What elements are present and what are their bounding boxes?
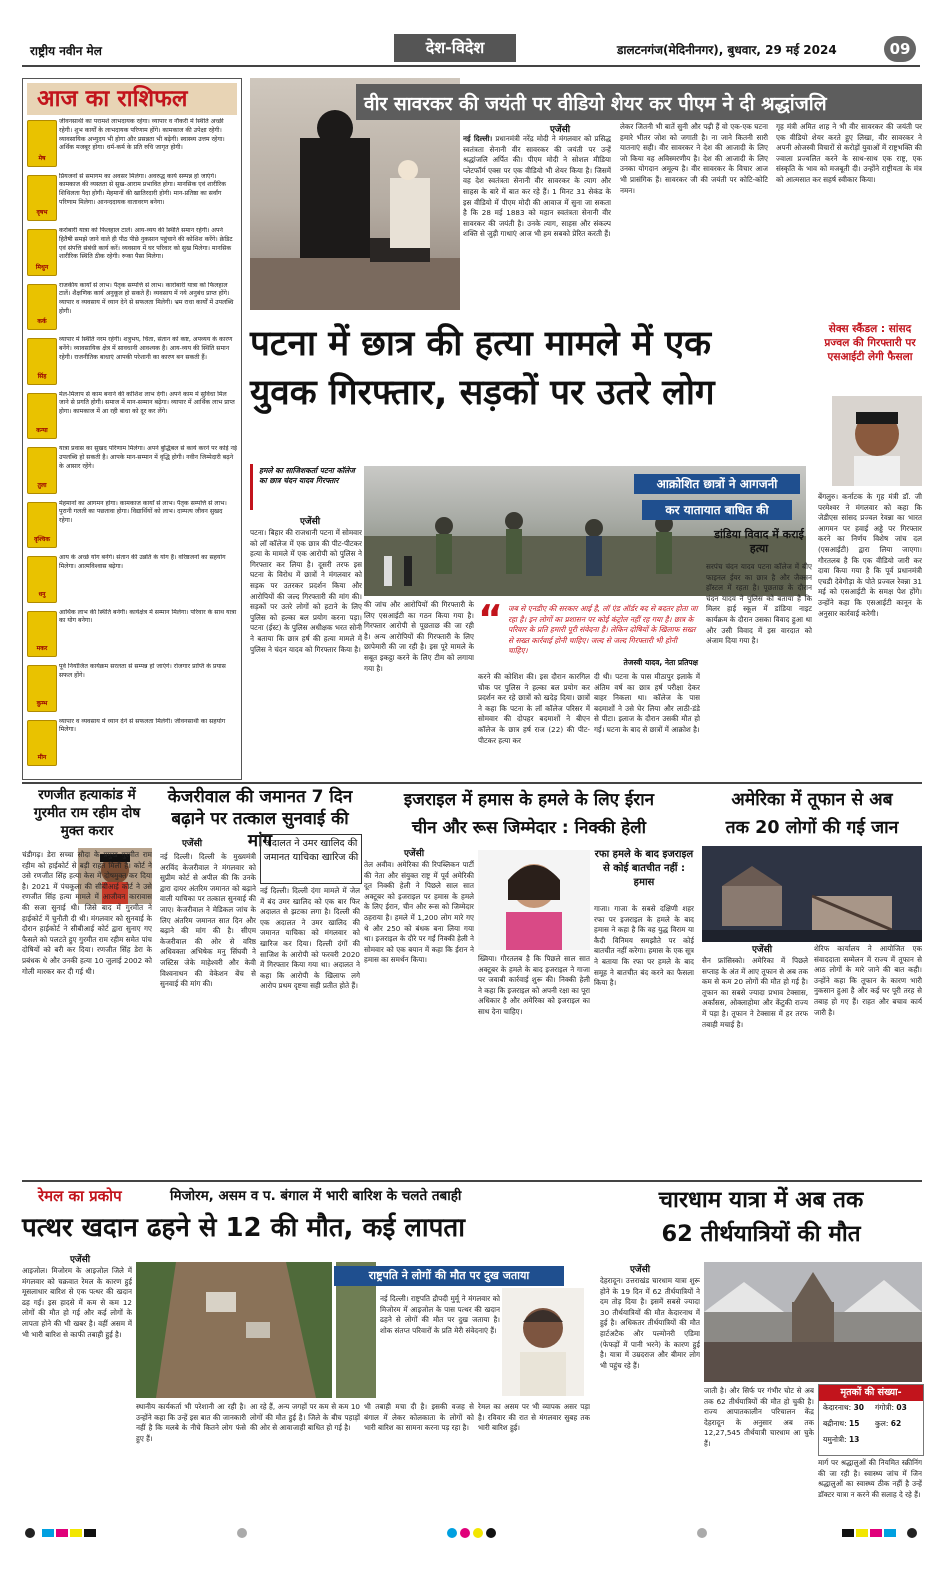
mizoram-col2: स्थानीय कार्यकर्ता भी परेशानी आ रही है। उन्होंने कहा कि उन्हें इस बात की जानकारी नहीं है कि मलबे के नीचे कितने लोग फंसे हुए हैं। — [136, 1402, 246, 1443]
zodiac-name: कन्या — [36, 427, 48, 434]
zodiac-name: वृश्चिक — [34, 536, 50, 543]
zodiac-name: धनु — [38, 590, 46, 598]
america-byline: एजेंसी — [751, 945, 773, 955]
stats-title: मृतकों की संख्या- — [819, 1385, 923, 1401]
stats-box — [818, 1384, 924, 1456]
america-headline-line2: तक 20 लोगों की गई जान — [725, 818, 899, 838]
zodiac-row — [27, 663, 237, 714]
zodiac-row — [27, 500, 237, 551]
temple-scene — [704, 1262, 922, 1382]
stats-value: 13 — [848, 1435, 860, 1444]
patna-quote: जब से एनडीए की सरकार आई है, लॉ एंड ऑर्डर बद से बदतर होता जा रहा है। इन लोगों का प्रशासन पर कोई कंट्रोल नहीं रह गया है। छात्र के परिवार के प्रति हमारी पूरी संवेदना है। लेकिन दोषियों के खिलाफ सख्त से सख्त कार्रवाई होनी चाहिए। जल्द से जल्द गिरफ्तारी भी होनी चाहिए। — [508, 604, 698, 655]
zodiac-row — [27, 336, 237, 387]
mizoram-kicker: मिजोरम, असम व प. बंगाल में भारी बारिश के चलते तबाही — [170, 1188, 462, 1204]
patna-col2: की जांच और आरोपियों की गिरफ्तारी के लिए एसआईटी का गठन किया गया है। गिरफ्तार आरोपी से पूछताछ की जा रही है। अन्य आरोपियों की गिरफ्तारी के लिए छापेमारी की जा रही है। इस पूरे मामले के सबूत इकट्ठा करने के लिए टीम को लगाया गया है। — [364, 600, 474, 673]
stats-separator: : — [891, 1403, 897, 1412]
stats-label: कुल — [875, 1419, 886, 1428]
zodiac-name: मिथुन — [35, 263, 49, 271]
zodiac-name: कुम्भ — [36, 699, 48, 707]
stats-note: मार्ग पर श्रद्धालुओं की नियमित स्क्रीनिंग की जा रही है। स्वास्थ्य जांच में जिन श्रद्धालुओं का स्वास्थ्य ठीक नहीं है उन्हें डॉक्टर यात्रा न करने की सलाह दे रहे हैं। — [818, 1458, 922, 1499]
page-number: 09 — [884, 36, 916, 62]
zodiac-icon — [27, 502, 57, 549]
zodiac-text: करोबारी यात्रा को फिलहाल टालें। आय-व्यय की स्थिति समान रहेगी। अपने हितैषी समझे जाने वाले ही पीठ पीछे नुकसान पहुंचाने की कोशिश करेंगे। क्रेडिट एवं संपत्ति संबंधी कार्य करें। व्यवसाय में घर परिवार को सुख मिलेगा। मानसिक शारीरिक स्थिति ठीक रहेगी। रूका पैसा मिलेगा। — [59, 227, 233, 261]
zodiac-icon — [27, 229, 57, 276]
storm-scene — [702, 846, 922, 942]
stats-separator: : — [885, 1419, 891, 1428]
zodiac-name: मकर — [36, 645, 48, 652]
zodiac-text: व्यापार में स्थिति नरम रहेगी। शत्रुभय, चिंता, संतान को कष्ट, अपव्यय के कारण बनेंगे। व्यावसायिक क्षेत्र में सावधानी आवश्यक है। आय-व्यय की स्थिति समान रहेगी। राजनीतिक बाधाएं आपकी परेशानी का कारण बन सकती हैं। — [59, 336, 233, 361]
portrait-figure — [478, 850, 590, 950]
kejriwal-col1: नई दिल्ली। दिल्ली के मुख्यमंत्री अरविंद केजरीवाल ने मंगलवार को सुप्रीम कोर्ट से अपील की कि उनके द्वारा दायर अंतरिम जमानत को बढ़ाने वाली याचिका पर तत्काल सुनवाई की जाए। केजरीवाल ने मेडिकल जांच के लिए अंतरिम जमानत सात दिन और बढ़ाने की मांग की है। सीएम केजरीवाल की ओर से वरिष्ठ अधिवक्ता अभिषेक मनु सिंघवी ने जस्टिस जेके माहेश्वरी और केवी विश्वनाथन की वेकेशन बेंच से सुनवाई की मांग की। — [160, 852, 256, 989]
storm-damage-photo — [702, 846, 922, 942]
zodiac-text: व्यापार व व्यवसाय में ध्यान देने से सफलता मिलेगी। जीवनसाथी का सहयोग मिलेगा। — [59, 717, 226, 734]
zodiac-row — [27, 554, 237, 605]
zodiac-text: आर्थिक लाभ की स्थिति बनेगी। कार्यक्षेत्र में सम्मान मिलेगा। परिवार के साथ यात्रा का योग बनेगा। — [59, 608, 237, 625]
chardham-byline: एजेंसी — [629, 1265, 651, 1275]
color-bar — [22, 1524, 922, 1536]
prajwal-photo — [832, 396, 922, 486]
umar-headline: अदालत ने उमर खालिद की जमानत याचिका खारिज की — [263, 838, 359, 863]
mizoram-tag: रेमल का प्रकोप — [38, 1184, 156, 1208]
patna-headline-line2: युवक गिरफ्तार, सड़कों पर उतरे लोग — [250, 373, 715, 413]
israel-headline-line2: चीन और रूस जिम्मेदार : निक्की हेली — [411, 818, 647, 838]
paper-name: राष्ट्रीय नवीन मेल — [30, 44, 102, 58]
chardham-headline-line1: चारधाम यात्रा में अब तक — [658, 1187, 864, 1213]
zodiac-text: मेहमानों का आगमन होगा। कामकाज कार्यों से लाभ। पैतृक सम्पत्ति से लाभ। पुरानी गलती का पछतावा होगा। विद्यार्थियों को लाभ। दाम्पत्य जीवन सुखद रहेगा। — [59, 499, 227, 525]
zodiac-icon — [27, 556, 57, 603]
chardham-headline-line2: 62 तीर्थयात्रियों की मौत — [661, 1221, 861, 1247]
savarkar-col3: गृह मंत्री अमित शाह ने भी वीर सावरकर की जयंती पर एक वीडियो शेयर करते हुए लिखा, वीर सावरकर ने अपनी ओजस्वी विचारों से करोड़ों युवाओं में राष्ट्रभक्ति की ज्वाला प्रज्वलित करने के साथ-साथ एक राष्ट्र, एक संस्कृति के भाव को मजबूती दी। उन्होंने राष्ट्रीयता के मंत्र को आत्मसात कर सहर्ष स्वीकार किया। — [776, 122, 922, 184]
zodiac-name: कर्क — [37, 318, 47, 325]
quote-mark-icon: “ — [478, 597, 503, 641]
america-col1: सैन फ्रांसिस्को। अमेरिका में पिछले सप्ताह के अंत में आए तूफान से अब तक कम से कम 20 लोगों की मौत हो गई है। तूफान का सबसे ज्यादा प्रभाव टेक्सास, अर्कांसस, ओक्लाहोमा और केंटुकी राज्य में पड़ा है। तूफान ने टेक्सास में हर तरफ तबाही मचाई है। — [702, 956, 808, 1029]
mizoram-col3: आ रहे हैं, अन्य जगहों पर कम से कम 10 लोगों की मौत हुई है। जिले के बीच पहाड़ों की ओर से आवाजाही बाधित हो गई है। — [250, 1402, 360, 1433]
kedarnath-photo — [704, 1262, 922, 1382]
zodiac-row — [27, 718, 237, 769]
savarkar-dateline: नई दिल्ली। — [463, 134, 493, 143]
zodiac-name: मेष — [38, 154, 46, 162]
zodiac-name: तुला — [37, 481, 47, 489]
portrait-figure — [832, 396, 922, 486]
zodiac-text: जीवनसाथी का परामर्श लाभदायक रहेगा। व्यापार व नौकरी में स्थिति अच्छी रहेगी। शुभ कार्यों के लाभदायक परिणाम होंगे। कामकाज की उपेक्षा रहेगी। व्यावसायिक अभ्युदय भी होगा और प्रसन्नता भी बढ़ेगी। स्वास्थ्य उत्तम रहेगा। अर्थिक मजबूर होगा। धर्म-कर्म के प्रति रुचि जागृत होगी। — [59, 118, 225, 152]
mizoram-col1: आइजोल। मिजोरम के आइजोल जिले में मंगलवार को चक्रवात रेमल के कारण हुई मूसलाधार बारिश से एक पत्थर की खदान ढह गई। इस हादसे में कम से कम 12 लोगों की मौत हो गई और कई लोगों के लापता होने की भी खबर है। वहीं असम में भी भारी बारिश से काफी तबाही हुई है। — [22, 1266, 132, 1339]
landslide-scene — [136, 1262, 332, 1398]
masthead — [22, 32, 922, 66]
america-col2: शेरिफ कार्यालय ने आयोजित एक संवाददाता सम्मेलन में राज्य में तूफान से आठ लोगों के मारे जाने की बात कही। उन्होंने कहा कि तूफान के कारण भारी नुकसान हुआ है और कई घर पूरी तरह से तबाह हो गए हैं। राहत और बचाव कार्य जारी है। — [814, 944, 922, 1017]
zodiac-name: सिंह — [37, 372, 47, 380]
president-photo — [502, 1288, 584, 1396]
zodiac-icon — [27, 284, 57, 331]
zodiac-icon — [27, 447, 57, 494]
stats-value: 15 — [849, 1419, 860, 1428]
stats-item — [875, 1419, 925, 1429]
ranjeet-headline: रणजीत हत्याकांड में गुरमीत राम रहीम दोष मुक्त करार — [33, 787, 141, 839]
zodiac-text: पूर्व नियोजित कार्यक्रम सरलता से सम्पन्न हो जाएंगे। रोजगार प्राप्ति के प्रयास सफल होंगे। — [59, 663, 226, 679]
savarkar-col1-text: प्रधानमंत्री नरेंद्र मोदी ने मंगलवार को प्रसिद्ध स्वतंत्रता सेनानी वीर सावरकर की जयंती पर उन्हें श्रद्धांजलि अर्पित की। पीएम मोदी ने सोशल मीडिया प्लेटफॉर्म एक्स पर एक वीडियो भी शेयर किया है। जिसमें वह देश स्वतंत्रता सेनानी वीर सावरकर के त्याग और साहस के बारे में बात कर रहे हैं। 1 मिनट 31 सेकंड के इस वीडियो में पीएम मोदी की आवाज में सुना जा सकता है कि 28 मई 1883 को महान स्वतंत्रता सेनानी वीर सावरकर की जयंती है। उनके त्याग, साहस और संकल्प शक्ति से जुड़ी गाथाएं आज भी हम सबको प्रेरित करती हैं। — [463, 134, 611, 239]
zodiac-text: राजकीय कार्यों से लाभ। पैतृक सम्पत्ति से लाभ। कारोबारी यात्रा को फिलहाल टालें। शैक्षणिक कार्य अनुकूल हो सकते हैं। व्यवसाय में नये अनुबंध प्राप्त होंगे। व्यापार व व्यवसाय में ध्यान देने से सफलता मिलेगी। भ्रम राधा कार्यों में उपलब्धि होगी। — [59, 281, 234, 315]
stats-label: यमुनोत्री — [823, 1435, 845, 1444]
umar-box — [260, 834, 362, 884]
stats-separator: : — [844, 1419, 850, 1428]
stats-separator: : — [848, 1403, 854, 1412]
portrait-figure — [502, 1288, 584, 1396]
patna-caption-box — [250, 464, 365, 510]
zodiac-icon — [27, 175, 57, 222]
mizoram-col4: भी तबाही मचा दी है। इसकी वजह से बंगाल में लेकर कोलकाता के लोगों को भारी बारिश का सामना करना पड़ रहा है। — [364, 1402, 474, 1433]
zodiac-icon — [27, 338, 57, 385]
rafah-headline: रफा हमले के बाद इजराइल से कोई बातचीत नहीं : हमास — [594, 849, 694, 888]
patna-sub-text: सरपंच चंदन यादव पटना कॉलेज में बीए फाइनल ईयर का छात्र है और जैक्सन हॉस्टल में रहता है। पूछताछ के दौरान चंदन यादव ने पुलिस को बताया है कि मिलर हाई स्कूल में डांडिया नाइट कार्यक्रम के दौरान उसका विवाद हुआ था और उसी विवाद में इस वारदात को अंजाम दिया गया है। — [706, 562, 812, 646]
mizoram-col5: रेमल का असम पर भी व्यापक असर पड़ा है। रविवार की रात से मंगलवार सुबह तक भारी बारिश हुई। — [478, 1402, 590, 1433]
zodiac-icon — [27, 120, 57, 167]
israel-col3: गाजा। गाजा के सबसे दक्षिणी शहर रफा पर इजराइल के हमले के बाद हमास ने कहा है कि वह युद्ध विराम या कैदी विनिमय समझौते पर कोई बातचीत नहीं करेगा। हमास के एक सूत्र ने बताया कि रफा पर हमले के बाद समूह ने बातचीत बंद करने का फैसला किया है। — [594, 904, 694, 988]
patna-sub-headline: डांडिया विवाद में कराई हत्या — [714, 528, 804, 555]
mizoram-headline: पत्थर खदान ढहने से 12 की मौत, कई लापता — [22, 1213, 465, 1243]
stats-item — [823, 1435, 873, 1445]
zodiac-icon — [27, 393, 57, 440]
zodiac-text: आय के अच्छे योग बनेंगे। संतान की उन्नति के योग हैं। वरिष्ठजनों का सहयोग मिलेगा। आत्मविश्वास बढ़ेगा। — [59, 554, 226, 570]
mizoram-byline: एजेंसी — [69, 1255, 91, 1265]
nikki-haley-photo — [478, 850, 590, 950]
israel-col2: ख्विया। गौरतलब है कि पिछले साल सात अक्टूबर के हमले के बाद इजराइल ने गाजा पर जवाबी कार्रवाई शुरू की। निक्की हेली ने कहा कि इजराइल को अपनी रक्षा का पूरा अधिकार है और अमेरिका को इजराइल का साथ देना चाहिए। — [478, 954, 590, 1016]
zodiac-icon — [27, 611, 57, 658]
patna-photo-caption-1: आक्रोशित छात्रों ने आगजनी — [634, 474, 800, 494]
ranjeet-text: चंडीगढ़। डेरा सच्चा सौदा के प्रमुख गुरमीत राम रहीम को हाईकोर्ट से बड़ी राहत मिली है। कोर्ट ने उसे रणजीत सिंह हत्या केस में दोषमुक्त कर दिया है। 2021 में पंचकूला की सीबीआई कोर्ट ने उसे रणजीत सिंह हत्या मामले में आजीवन कारावास की सजा सुनाई थी। जिसे बाद में गुरमीत ने हाईकोर्ट में चुनौती दी थी। मंगलवार को सुनवाई के दौरान हाईकोर्ट ने सीबीआई कोर्ट द्वारा सुनाए गए फैसले को पलटते हुए गुरमीत राम रहीम समेत पांच दोषियों को बरी कर दिया। रणजीत सिंह डेरा के प्रबंधक थे और उनकी हत्या 10 जुलाई 2002 को गोली मारकर कर दी गई थी। — [22, 850, 152, 976]
savarkar-col1 — [463, 134, 611, 314]
stats-item — [875, 1403, 925, 1413]
stats-label: गंगोत्री — [875, 1403, 892, 1412]
zodiac-row — [27, 282, 237, 333]
stats-label: बद्रीनाथ — [823, 1419, 845, 1428]
president-kicker: राष्ट्रपति ने लोगों की मौत पर दुख जताया — [334, 1266, 564, 1286]
dateline: डालटनगंज(मेदिनीनगर), बुधवार, 29 मई 2024 — [617, 43, 837, 57]
patna-col4: दी थी। पटना के पास मीठापुर इलाके में अंतिम वर्ष का छात्र हर्ष परीक्षा देकर बाहर निकला था। कॉलेज के पास बदमाशों ने उसे घेर लिया और लाठी-डंडे से पीटा। इलाज के दौरान उसकी मौत हो गई। घटना के बाद से छात्रों में आक्रोश है। — [594, 672, 700, 734]
stats-item — [823, 1419, 873, 1429]
kejriwal-byline: एजेंसी — [181, 839, 203, 849]
registration-marks — [22, 1527, 922, 1539]
zodiac-row — [27, 227, 237, 278]
zodiac-row — [27, 118, 237, 169]
israel-byline: एजेंसी — [403, 849, 425, 859]
patna-col1: पटना। बिहार की राजधानी पटना में सोमवार को लॉ कॉलेज में एक छात्र की पीट-पीटकर हत्या के मामले में एक आरोपी को पुलिस ने गिरफ्तार कर लिया है। दूसरी तरफ इस घटना के विरोध में छात्रों ने मंगलवार को सड़क पर उतरकर प्रदर्शन किया और आरोपियों की जल्द गिरफ्तारी की मांग की। सड़कों पर उतरे लोगों को हटाने के लिए पुलिस को हल्का बल प्रयोग करना पड़ा। पटना (ईस्ट) के पुलिस अधीक्षक भरत सोनी ने बताया कि छात्र हर्ष की हत्या मामले में पुलिस ने चंदन यादव को गिरफ्तार किया है। — [250, 528, 362, 654]
zodiac-row — [27, 609, 237, 660]
stats-value: 62 — [890, 1419, 902, 1428]
america-headline-line1: अमेरिका में तूफान से अब — [731, 790, 893, 810]
zodiac-text: प्रियजनों से समागम का अवसर मिलेगा। अवरुद्ध कार्य सम्पन्न हो जाएंगे। कामकाज की व्यस्तता से सुख-आराम प्रभावित होगा। मानसिक एवं शारीरिक शिथिलता पैदा होगी। मेहमानों की खातिरदारी होगी। मान-प्रतिष्ठा का सर्वांग परिणाम मिलेगा। आनन्ददायक वातावरण बनेगा। — [59, 172, 226, 206]
rashifal-title: आज का राशिफल — [27, 83, 237, 115]
patna-caption: हमले का साजिशकर्ता पटना कॉलेज का छात्र चंदन यादव गिरफ्तार — [259, 466, 355, 485]
savarkar-headline: वीर सावरकर की जयंती पर वीडियो शेयर कर पीएम ने दी श्रद्धांजलि — [364, 93, 827, 115]
prajwal-headline: सेक्स स्कैंडल : सांसद प्रज्वल की गिरफ्तारी पर एसआईटी लेगी फैसला — [824, 323, 916, 363]
chardham-col1: देहरादून। उत्तराखंड चारधाम यात्रा शुरू होने के 19 दिन में 62 तीर्थयात्रियों ने दम तोड़ दिया है। इसमें सबसे ज्यादा 30 तीर्थयात्रियों की मौत केदारनाथ में हुई है। अधिकतर तीर्थयात्रियों की मौत हार्टअटैक और पल्मोनरी एडिमा (फेफड़ों में पानी भरने) के कारण हुई है। यात्रा में उम्रदराज और बीमार लोग भी पहुंच रहे हैं। — [600, 1276, 700, 1370]
zodiac-name: वृषभ — [36, 209, 48, 216]
stats-item — [823, 1403, 873, 1413]
landslide-photo — [136, 1262, 332, 1398]
zodiac-row — [27, 173, 237, 224]
israel-col1: तेल अवीव। अमेरिका की रिपब्लिकन पार्टी की नेता और संयुक्त राष्ट्र में पूर्व अमेरिकी दूत निक्की हेली ने पिछले साल सात अक्टूबर को इजराइल पर हमास के हमले के लिए ईरान, चीन और रूस को जिम्मेदार ठहराया है। हमले में 1,200 लोग मारे गए थे और 250 को बंधक बना लिया गया था। इजराइल के दौरे पर गईं निक्की हेली ने सोमवार को एक बयान में कहा कि ईरान ने हमास का समर्थन किया। — [364, 860, 474, 965]
section-label: देश-विदेश — [394, 34, 516, 62]
patna-photo-caption-2: कर यातायात बाधित की — [642, 500, 792, 520]
president-text: नई दिल्ली। राष्ट्रपति द्रौपदी मुर्मू ने मंगलवार को मिजोरम में आइजोल के पास पत्थर की खदान ढहने से लोगों की मौत पर दुख जताया है। शोक संतप्त परिवारों के प्रति मेरी संवेदनाएं हैं। — [380, 1294, 500, 1335]
israel-headline-line1: इजराइल में हमास के हमले के लिए ईरान — [403, 790, 655, 810]
chardham-col2: जाती है। और सिर्फ पर गंभीर चोट से अब तक 62 तीर्थयात्रियों की मौत हो चुकी है। राज्य आपातकालीन परिचालन केंद्र देहरादून के अनुसार अब तक 12,27,545 तीर्थयात्री चारधाम आ चुके हैं। — [704, 1386, 814, 1448]
stats-separator: : — [844, 1435, 849, 1444]
zodiac-row — [27, 445, 237, 496]
kejriwal-col2: नई दिल्ली। दिल्ली दंगा मामले में जेल में बंद उमर खालिद को एक बार फिर अदालत से झटका लगा है। दिल्ली की एक अदालत ने उमर खालिद की जमानत याचिका को मंगलवार को खारिज कर दिया। दिल्ली दंगों की साजिश के आरोपी को फरवरी 2020 में गिरफ्तार किया गया था। अदालत ने कहा कि आरोपी के खिलाफ लगे आरोप प्रथम दृष्टया सही प्रतीत होते हैं। — [260, 886, 360, 991]
patna-headline-line1: पटना में छात्र की हत्या मामले में एक — [250, 324, 712, 364]
zodiac-text: यात्रा प्रवास का सुखद परिणाम मिलेगा। अपने बुद्धिबल से कार्य करने पर कोई नई उपलब्धि हो सकती है। आपके मान-सम्मान में वृद्धि होगी। नवीन जिम्मेदारी बढ़ने के आसार रहेंगे। — [59, 445, 237, 470]
zodiac-icon — [27, 665, 57, 712]
patna-col3: करने की कोशिश की। इस दौरान कारगिल चौक पर पुलिस ने हल्का बल प्रयोग कर प्रदर्शन कर रहे छात्रों को खदेड़ दिया। छात्रों ने कहा कि पटना के लॉ कॉलेज परिसर में सोमवार की दोपहर बदमाशों ने बीएन कॉलेज के छात्र हर्ष राज (22) की पीट-पीटकर हत्या कर — [478, 672, 590, 745]
zodiac-text: मेल-मिलाप से काम बनाने की कोशिश लाभ देगी। अपने काम में सुविधा मिल जाने से प्रगति होगी। समाज में मान-सम्मान बढ़ेगा। व्यापार में आर्थिक लाभ प्राप्त होगा। कामकाज में आ रही बाधा को दूर कर लेंगे। — [59, 390, 235, 416]
kejriwal-headline: केजरीवाल की जमानत 7 दिन बढ़ाने पर तत्काल सुनवाई की मांग — [167, 787, 353, 851]
savarkar-byline: एजेंसी — [549, 125, 571, 135]
stats-label: केदारनाथ — [823, 1403, 849, 1412]
zodiac-name: मीन — [37, 754, 47, 761]
prajwal-text: बेंगलुरु। कर्नाटक के गृह मंत्री डॉ. जी परमेश्वर ने मंगलवार को कहा कि जेडीएस सांसद प्रज्वल रेवन्ना का भारत आगमन पर हवाई अड्डे पर गिरफ्तार करने का निर्णय विशेष जांच दल (एसआईटी) द्वारा लिया जाएगा। गौरतलब है कि एक वीडियो जारी कर दावा किया गया है कि पूर्व प्रधानमंत्री एचडी देवेगौड़ा के पोते प्रज्वल रेवन्ना 31 मई को एसआईटी के समक्ष पेश होंगे। उन्होंने कहा कि एसआईटी कानून के अनुसार कार्रवाई करेगी। — [818, 492, 922, 618]
patna-quote-author: तेजस्वी यादव, नेता प्रतिपक्ष — [623, 658, 698, 667]
zodiac-row — [27, 391, 237, 442]
stats-value: 03 — [896, 1403, 907, 1412]
stats-value: 30 — [853, 1403, 865, 1412]
savarkar-col2: लेकर जितनी भी बातें सुनी और पढ़ी हैं वो एक-एक घटना हमारे भीतर जोश को जगाती है। ना जाने कितनी सारी यातनाएं सही। वीर सावरकर ने देश की आजादी के लिए जो किया वह अविस्मरणीय है। देश की आजादी के लिए उनका योगदान अमूल्य है। वीर सावरकर के विचार आज भी प्रासंगिक हैं। सावरकर जी की जयंती पर कोटि-कोटि नमन। — [620, 122, 768, 195]
zodiac-icon — [27, 720, 57, 767]
patna-byline: एजेंसी — [299, 517, 321, 527]
